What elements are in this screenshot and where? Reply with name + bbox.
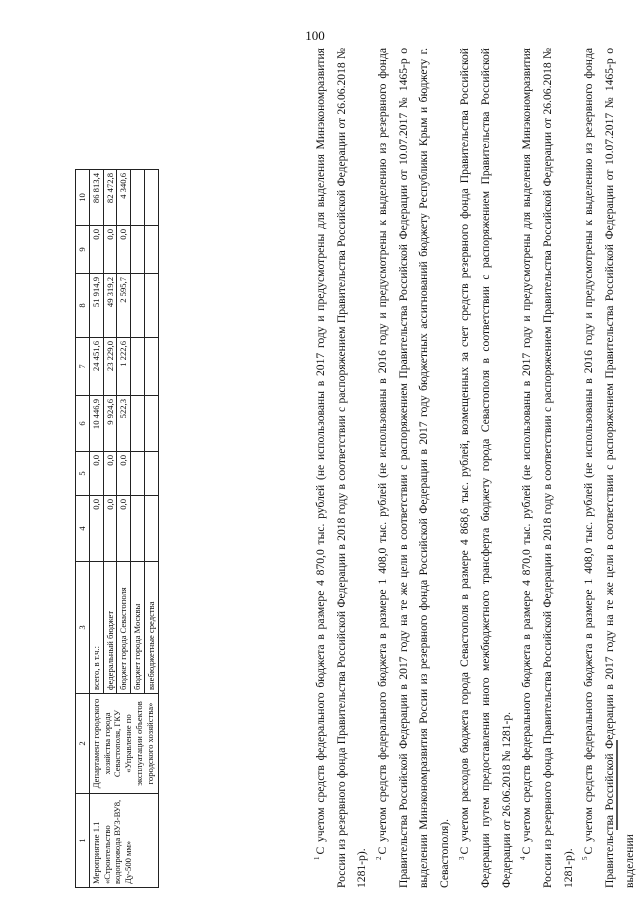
footnote-text: С учетом средств федерального бюджета в размере 4 870,0 тыс. рублей (не использованы в 2017 году и предусмотрены для выделения Минэкономразвития России из резервного фонда Правительства Российской Федерации в 2018 году в соответствии с распоряжением Правительства Российской Федерации от 26.06.2018 № 1281-р). <box>314 48 369 888</box>
footnote-mark: 5 <box>581 856 590 860</box>
value-cell: 0,0 <box>103 226 117 274</box>
value-cell <box>131 452 145 496</box>
value-cell <box>131 496 145 562</box>
header-cell: 10 <box>76 170 90 226</box>
value-cell: 24 451,6 <box>90 338 104 396</box>
value-cell: 9 924,6 <box>103 396 117 452</box>
value-cell: 2 595,7 <box>117 274 131 338</box>
footnote-mark: 1 <box>313 856 322 860</box>
value-cell <box>131 338 145 396</box>
footnote-text: С учетом расходов бюджета города Севастополя в размере 4 868,6 тыс. рублей, возмещенных за счет средств резервного фонда Правительства Российской Федерации путем предоставления иного межбюджетного трансферта бюджету города Севастополя в соответствии с распоряжением Правительства Российской Федерации от 26.06.2018 № 1281-р. <box>458 48 513 888</box>
activity-cell: Мероприятие 1.1 «Строительство водопровода ВУ3-ВУ8, Ду-500 мм» <box>90 794 159 888</box>
value-cell <box>144 496 158 562</box>
footnote-mark: 4 <box>519 856 528 860</box>
value-cell: 49 319,2 <box>103 274 117 338</box>
value-cell <box>131 226 145 274</box>
table-row <box>90 48 104 888</box>
footnote <box>579 48 641 888</box>
header-cell: 6 <box>76 396 90 452</box>
value-cell: 522,3 <box>117 396 131 452</box>
value-cell: 10 446,9 <box>90 396 104 452</box>
footnote <box>455 48 517 888</box>
header-cell: 4 <box>76 496 90 562</box>
rotated-content <box>75 48 637 888</box>
value-cell: 0,0 <box>103 452 117 496</box>
footnotes <box>311 48 641 888</box>
header-cell: 1 <box>76 794 90 888</box>
footnote-text: С учетом средств федерального бюджета в размере 1 408,0 тыс. рублей (не использованы в 2016 году и предусмотрены к выделению из резервного фонда Правительства Российской Федерации в 2017 году на те же цели в соответствии с распоряжением Правительства Российской Федерации от 10.07.2017 № 1465-р о выделении Минэкономразвития России из резервного фонда Российской Федерации в 2017 году бюджетных ассигнований бюджету Республики Крым и бюджету г. Севастополя). <box>375 48 451 888</box>
value-cell: 0,0 <box>117 452 131 496</box>
value-cell: 23 229,0 <box>103 338 117 396</box>
header-cell: 2 <box>76 694 90 794</box>
footnote-text: С учетом средств федерального бюджета в размере 4 870,0 тыс. рублей (не использованы в 2017 году и предусмотрены для выделения Минэкономразвития России из резервного фонда Правительства Российской Федерации в 2018 году в соответствии с распоряжением Правительства Российской Федерации от 26.06.2018 № 1281-р). <box>520 48 575 888</box>
footnote <box>517 48 579 888</box>
scan-edge-mark <box>616 740 618 830</box>
value-cell <box>144 274 158 338</box>
value-cell: 82 472,8 <box>103 170 117 226</box>
value-cell: 0,0 <box>103 496 117 562</box>
header-cell: 5 <box>76 452 90 496</box>
footnote-text: С учетом средств федерального бюджета в размере 1 408,0 тыс. рублей (не использованы в 2016 году и предусмотрены к выделению из резервного фонда Правительства Российской Федерации в 2017 году на те же цели в соответствии с распоряжением Правительства Российской Федерации от 10.07.2017 № 1465-р о выделении <box>582 48 637 888</box>
value-cell: 51 914,9 <box>90 274 104 338</box>
value-cell <box>131 396 145 452</box>
value-cell <box>144 338 158 396</box>
source-cell: бюджет города Москвы <box>131 562 145 694</box>
value-cell <box>144 396 158 452</box>
value-cell: 0,0 <box>90 226 104 274</box>
footnote-mark: 3 <box>457 856 466 860</box>
value-cell <box>144 226 158 274</box>
value-cell: 4 340,6 <box>117 170 131 226</box>
value-cell <box>144 452 158 496</box>
page-number: 100 <box>305 28 325 43</box>
executor-cell: Департамент городского хозяйства города Севастополя, ГКУ «Управление по эксплуатации объектов городского хозяйства» <box>90 694 159 794</box>
header-row <box>76 48 90 888</box>
value-cell: 0,0 <box>90 452 104 496</box>
footnote <box>373 48 456 888</box>
header-cell: 3 <box>76 562 90 694</box>
source-cell: федеральный бюджет <box>103 562 117 694</box>
value-cell <box>144 170 158 226</box>
value-cell: 0,0 <box>117 226 131 274</box>
source-cell: всего, в т.ч.: <box>90 562 104 694</box>
funding-table <box>75 47 159 888</box>
value-cell: 0,0 <box>117 496 131 562</box>
footnote <box>311 48 373 888</box>
source-cell: внебюджетные средства <box>144 562 158 694</box>
value-cell <box>131 170 145 226</box>
value-cell: 0,0 <box>90 496 104 562</box>
source-cell: бюджет города Севастополя <box>117 562 131 694</box>
header-cell: 8 <box>76 274 90 338</box>
header-cell: 9 <box>76 226 90 274</box>
header-cell: 7 <box>76 338 90 396</box>
footnote-mark: 2 <box>375 856 384 860</box>
value-cell: 1 222,6 <box>117 338 131 396</box>
value-cell <box>131 274 145 338</box>
value-cell: 86 813,4 <box>90 170 104 226</box>
